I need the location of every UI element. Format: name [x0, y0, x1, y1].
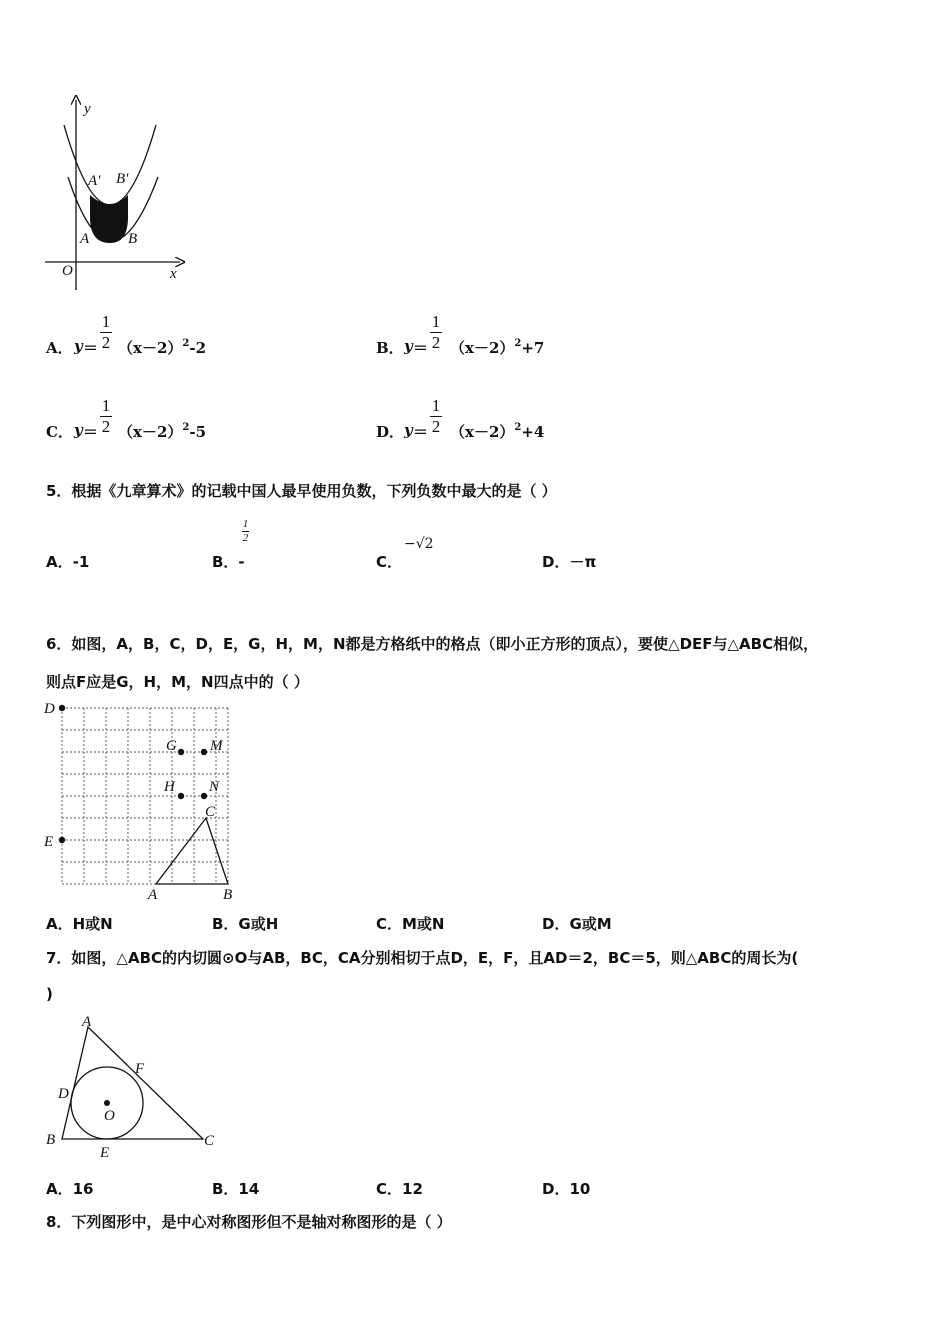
label-n: N [209, 779, 220, 795]
q7-option-a[interactable]: A．16 [46, 1180, 94, 1198]
shaded-region [90, 195, 128, 243]
fraction: 1 2 [431, 312, 441, 352]
expression: $(x-2)^2-5$ [118, 422, 207, 441]
label-f: F [135, 1061, 145, 1077]
point-e [59, 837, 65, 843]
option-letter: B． [376, 339, 404, 357]
label-o: O [104, 1108, 115, 1124]
label-h: H [164, 779, 175, 795]
label-a-prime: A' [88, 173, 101, 189]
expression: $(x-2)^2-2$ [118, 338, 207, 357]
label-a: A [80, 231, 90, 247]
q7-option-c[interactable]: C．12 [376, 1180, 423, 1198]
label-e: E [44, 834, 54, 850]
var-y: y [404, 337, 413, 355]
fraction: 1 2 [101, 312, 111, 352]
label-a: A [148, 887, 158, 903]
q5-option-a[interactable]: A．-1 [46, 553, 90, 571]
q5-stem: 5．根据《九章算术》的记载中国人最早使用负数，下列负数中最大的是（ ） [46, 482, 557, 500]
option-letter: D． [376, 423, 405, 441]
label-g: G [166, 738, 177, 754]
equals: ＝ [413, 423, 429, 441]
upper-parabola [64, 125, 156, 205]
q7-incircle-figure [40, 1012, 230, 1162]
option-letter: B．- [212, 553, 245, 571]
point-g [178, 749, 184, 755]
q5-option-d[interactable]: D．－π [542, 553, 597, 571]
q6-option-c[interactable]: C．M或N [376, 915, 445, 933]
q4-parabola-figure [40, 95, 190, 295]
expression: $(x-2)^2+7$ [450, 338, 545, 357]
var-y: y [74, 337, 83, 355]
q7-stem-line1: 7．如图，△ABC的内切圆⊙O与AB，BC，CA分别相切于点D，E，F，且AD＝2，BC＝5，则△ABC的周长为( [46, 949, 799, 967]
q6-stem-line1: 6．如图，A，B，C，D，E，G，H，M，N都是方格纸中的格点（即小正方形的顶点），要使△DEF与△ABC相似， [46, 635, 819, 653]
label-b: B [223, 887, 233, 903]
equals: ＝ [83, 423, 99, 441]
fraction: 1 2 [431, 396, 441, 436]
var-y: y [404, 421, 413, 439]
label-c: C [204, 1133, 215, 1149]
var-y: y [74, 421, 83, 439]
center-o [104, 1100, 110, 1106]
fraction: 1 2 [242, 518, 249, 544]
triangle-abc [156, 818, 228, 884]
q7-option-d[interactable]: D．10 [542, 1180, 591, 1198]
expression: $(x-2)^2+4$ [450, 422, 545, 441]
fraction: 1 2 [101, 396, 111, 436]
label-d: D [44, 701, 55, 717]
option-letter: C． [376, 553, 403, 571]
q6-option-b[interactable]: B．G或H [212, 915, 279, 933]
label-e: E [100, 1145, 110, 1161]
label-b: B [46, 1132, 56, 1148]
point-m [201, 749, 207, 755]
label-m: M [210, 738, 223, 754]
point-h [178, 793, 184, 799]
point-d [59, 705, 65, 711]
label-o: O [62, 263, 73, 279]
triangle-abc [62, 1027, 203, 1139]
label-b-prime: B' [116, 171, 129, 187]
q8-stem: 8．下列图形中，是中心对称图形但不是轴对称图形的是（ ） [46, 1213, 452, 1231]
q7-stem-line2: ) [46, 985, 53, 1003]
equals: ＝ [83, 339, 99, 357]
neg-sqrt-2: −√2 [404, 536, 434, 552]
q6-stem-line2: 则点F应是G，H，M，N四点中的（ ） [46, 673, 309, 691]
label-d: D [58, 1086, 69, 1102]
option-letter: C． [46, 423, 73, 441]
option-letter: A． [46, 339, 73, 357]
point-n [201, 793, 207, 799]
label-x: x [170, 266, 177, 282]
q7-option-b[interactable]: B．14 [212, 1180, 260, 1198]
label-c: C [205, 804, 216, 820]
q6-option-d[interactable]: D．G或M [542, 915, 612, 933]
equals: ＝ [413, 339, 429, 357]
q6-option-a[interactable]: A．H或N [46, 915, 113, 933]
label-a: A [82, 1014, 92, 1030]
label-b: B [128, 231, 138, 247]
label-y: y [84, 101, 91, 117]
q6-grid-figure [40, 696, 240, 906]
